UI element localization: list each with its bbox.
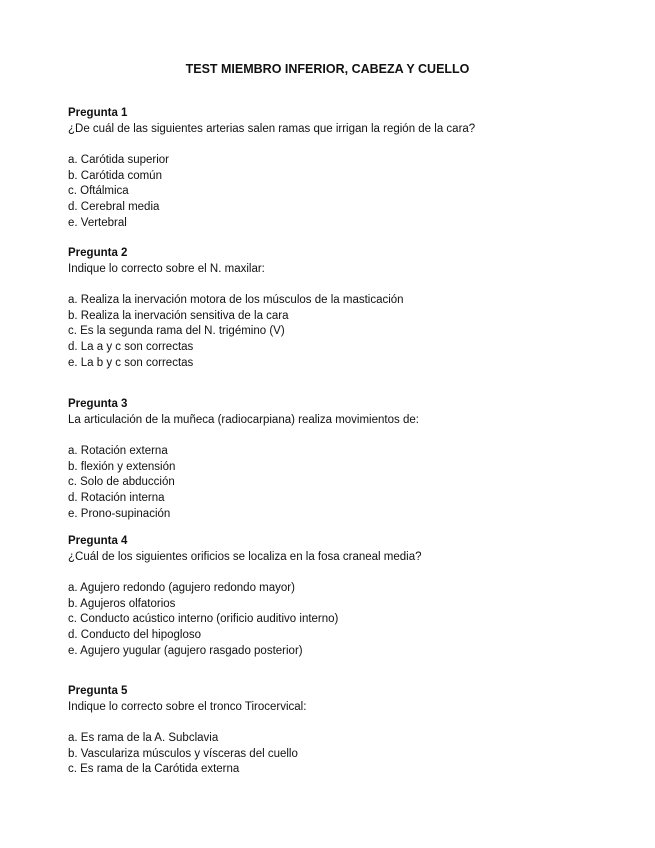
option-a[interactable]: a. Es rama de la A. Subclavia bbox=[68, 732, 219, 745]
option-c[interactable]: c. Conducto acústico interno (orificio auditivo interno) bbox=[68, 613, 339, 626]
option-d[interactable]: d. La a y c son correctas bbox=[68, 340, 194, 353]
question-heading: Pregunta 2 bbox=[68, 247, 128, 259]
option-e[interactable]: e. Agujero yugular (agujero rasgado posterior) bbox=[68, 644, 303, 657]
option-c[interactable]: c. Es rama de la Carótida externa bbox=[68, 763, 240, 776]
option-b[interactable]: b. Agujeros olfatorios bbox=[68, 597, 176, 610]
option-e[interactable]: e. Prono-supinación bbox=[68, 507, 171, 520]
question-4 bbox=[68, 534, 628, 659]
option-d[interactable]: d. Rotación interna bbox=[68, 491, 165, 504]
question-text: ¿Cuál de los siguientes orificios se localiza en la fosa craneal media? bbox=[68, 550, 422, 563]
option-c[interactable]: c. Es la segunda rama del N. trigémino (V) bbox=[68, 325, 285, 338]
question-heading: Pregunta 5 bbox=[68, 685, 128, 697]
option-c[interactable]: c. Solo de abducción bbox=[68, 476, 175, 489]
question-text: Indique lo correcto sobre el N. maxilar: bbox=[68, 262, 265, 275]
question-heading: Pregunta 3 bbox=[68, 398, 128, 410]
option-b[interactable]: b. Vasculariza músculos y vísceras del cuello bbox=[68, 747, 298, 760]
question-text: La articulación de la muñeca (radiocarpiana) realiza movimientos de: bbox=[68, 413, 419, 426]
question-heading: Pregunta 1 bbox=[68, 107, 128, 119]
option-e[interactable]: e. Vertebral bbox=[68, 216, 127, 229]
question-3 bbox=[68, 397, 628, 522]
option-a[interactable]: a. Agujero redondo (agujero redondo mayor) bbox=[68, 582, 295, 595]
option-a[interactable]: a. Carótida superior bbox=[68, 154, 169, 167]
option-e[interactable]: e. La b y c son correctas bbox=[68, 356, 194, 369]
option-a[interactable]: a. Rotación externa bbox=[68, 445, 168, 458]
question-text: Indique lo correcto sobre el tronco Tirocervical: bbox=[68, 700, 307, 713]
option-c[interactable]: c. Oftálmica bbox=[68, 185, 129, 198]
option-a[interactable]: a. Realiza la inervación motora de los músculos de la masticación bbox=[68, 294, 404, 307]
page-title: TEST MIEMBRO INFERIOR, CABEZA Y CUELLO bbox=[185, 62, 470, 76]
question-5 bbox=[68, 684, 628, 778]
question-1 bbox=[68, 106, 628, 231]
option-d[interactable]: d. Conducto del hipogloso bbox=[68, 628, 201, 641]
option-d[interactable]: d. Cerebral media bbox=[68, 200, 160, 213]
option-b[interactable]: b. Carótida común bbox=[68, 169, 162, 182]
option-b[interactable]: b. Realiza la inervación sensitiva de la cara bbox=[68, 309, 289, 322]
question-2 bbox=[68, 246, 628, 371]
question-heading: Pregunta 4 bbox=[68, 535, 128, 547]
option-b[interactable]: b. flexión y extensión bbox=[68, 460, 176, 473]
question-text: ¿De cuál de las siguientes arterias salen ramas que irrigan la región de la cara? bbox=[68, 122, 476, 135]
